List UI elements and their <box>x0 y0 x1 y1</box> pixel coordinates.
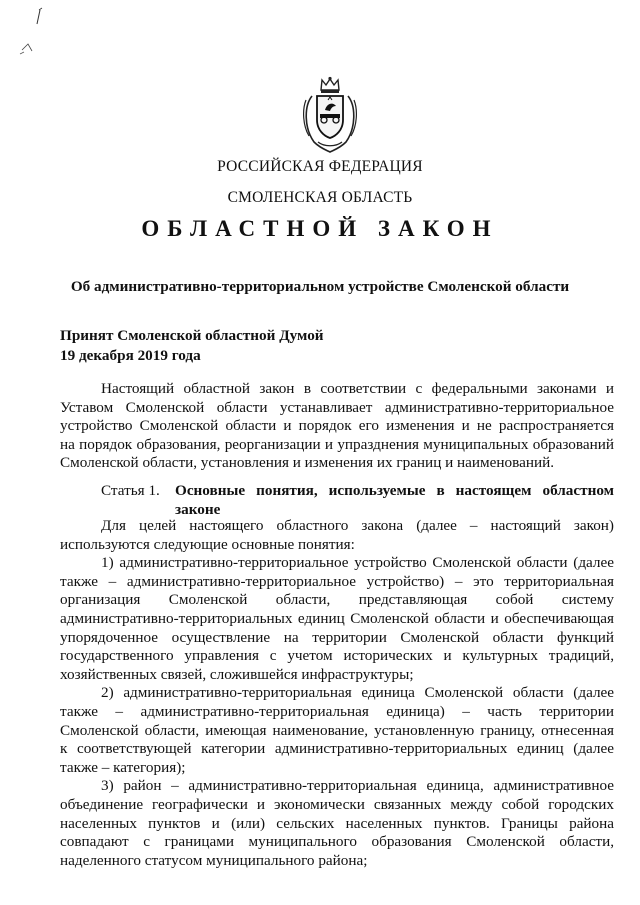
text-line: наделенного статусом муниципального района; <box>60 851 368 869</box>
region-heading: СМОЛЕНСКАЯ ОБЛАСТЬ <box>227 189 413 206</box>
text-line: государственного управления с учетом исторических и культурных традиций, <box>60 647 614 665</box>
text-line: населенных пунктов и (или) сельских населенных пунктов. Границы района <box>60 814 614 832</box>
article-title-line: законе <box>175 500 221 518</box>
coat-of-arms-icon <box>298 76 362 154</box>
text-line: Смоленской области, имеющая наименование, установленную границу, отнесенная <box>60 721 614 739</box>
text-line: объединение географически и экономически связанных между собой городских <box>60 795 614 813</box>
text-line: Настоящий областной закон в соответствии с федеральными законами и <box>101 380 614 397</box>
text-line: Для целей настоящего областного закона (далее – настоящий закон) <box>101 517 614 534</box>
law-type-heading: ОБЛАСТНОЙ ЗАКОН <box>141 216 499 241</box>
article-title-line: Основные понятия, используемые в настоящем областном <box>175 482 614 499</box>
adoption-info <box>60 326 324 366</box>
federation-heading: РОССИЙСКАЯ ФЕДЕРАЦИЯ <box>217 158 423 175</box>
text-line: административно-территориальных единиц Смоленской области и обеспечивающая <box>60 609 614 627</box>
text-line: хозяйственных связей, сложившейся инфраструктуры; <box>60 665 414 683</box>
preamble-paragraph <box>60 380 614 473</box>
text-line: устройство Смоленской области и порядок его изменения и не распространяется <box>60 417 614 435</box>
adoption-body: Принят Смоленской областной Думой <box>60 327 324 344</box>
text-line: используются следующие основные понятия: <box>60 535 355 553</box>
text-line: Смоленской области, установления и изменения их границ и наименований. <box>60 454 555 472</box>
text-line: к соответствующей категории административно-территориальных единиц (далее <box>60 740 614 758</box>
text-line: также – категория); <box>60 758 186 776</box>
law-title: Об административно-территориальном устройстве Смоленской области <box>70 278 570 295</box>
text-line: упорядоченное осуществление на территории Смоленской области функций <box>60 628 614 646</box>
article-heading <box>60 482 614 519</box>
definition-item: 1) административно-территориальное устройство Смоленской области (далее <box>101 554 614 572</box>
text-line: организация Смоленской области, представляющая собой систему <box>60 591 614 609</box>
adoption-date: 19 декабря 2019 года <box>60 347 201 364</box>
text-line: также – административно-территориальная единица) – часть территории <box>60 702 614 720</box>
text-line: Уставом Смоленской области устанавливает административно-территориальное <box>60 398 614 416</box>
scan-marks <box>18 6 48 61</box>
text-line: совпадают с границами муниципального образования Смоленской области, <box>60 833 614 851</box>
text-line: на порядок образования, реорганизации и упразднения муниципальных образований <box>60 435 614 453</box>
definition-item: 3) район – административно-территориальная единица, административное <box>101 777 614 795</box>
text-line: также – административно-территориальное устройство) – это территориальная <box>60 572 614 590</box>
article-body <box>60 517 614 870</box>
article-number: Статья 1. <box>101 482 160 499</box>
definition-item: 2) административно-территориальная единица Смоленской области (далее <box>101 684 614 702</box>
article-title <box>175 482 614 519</box>
